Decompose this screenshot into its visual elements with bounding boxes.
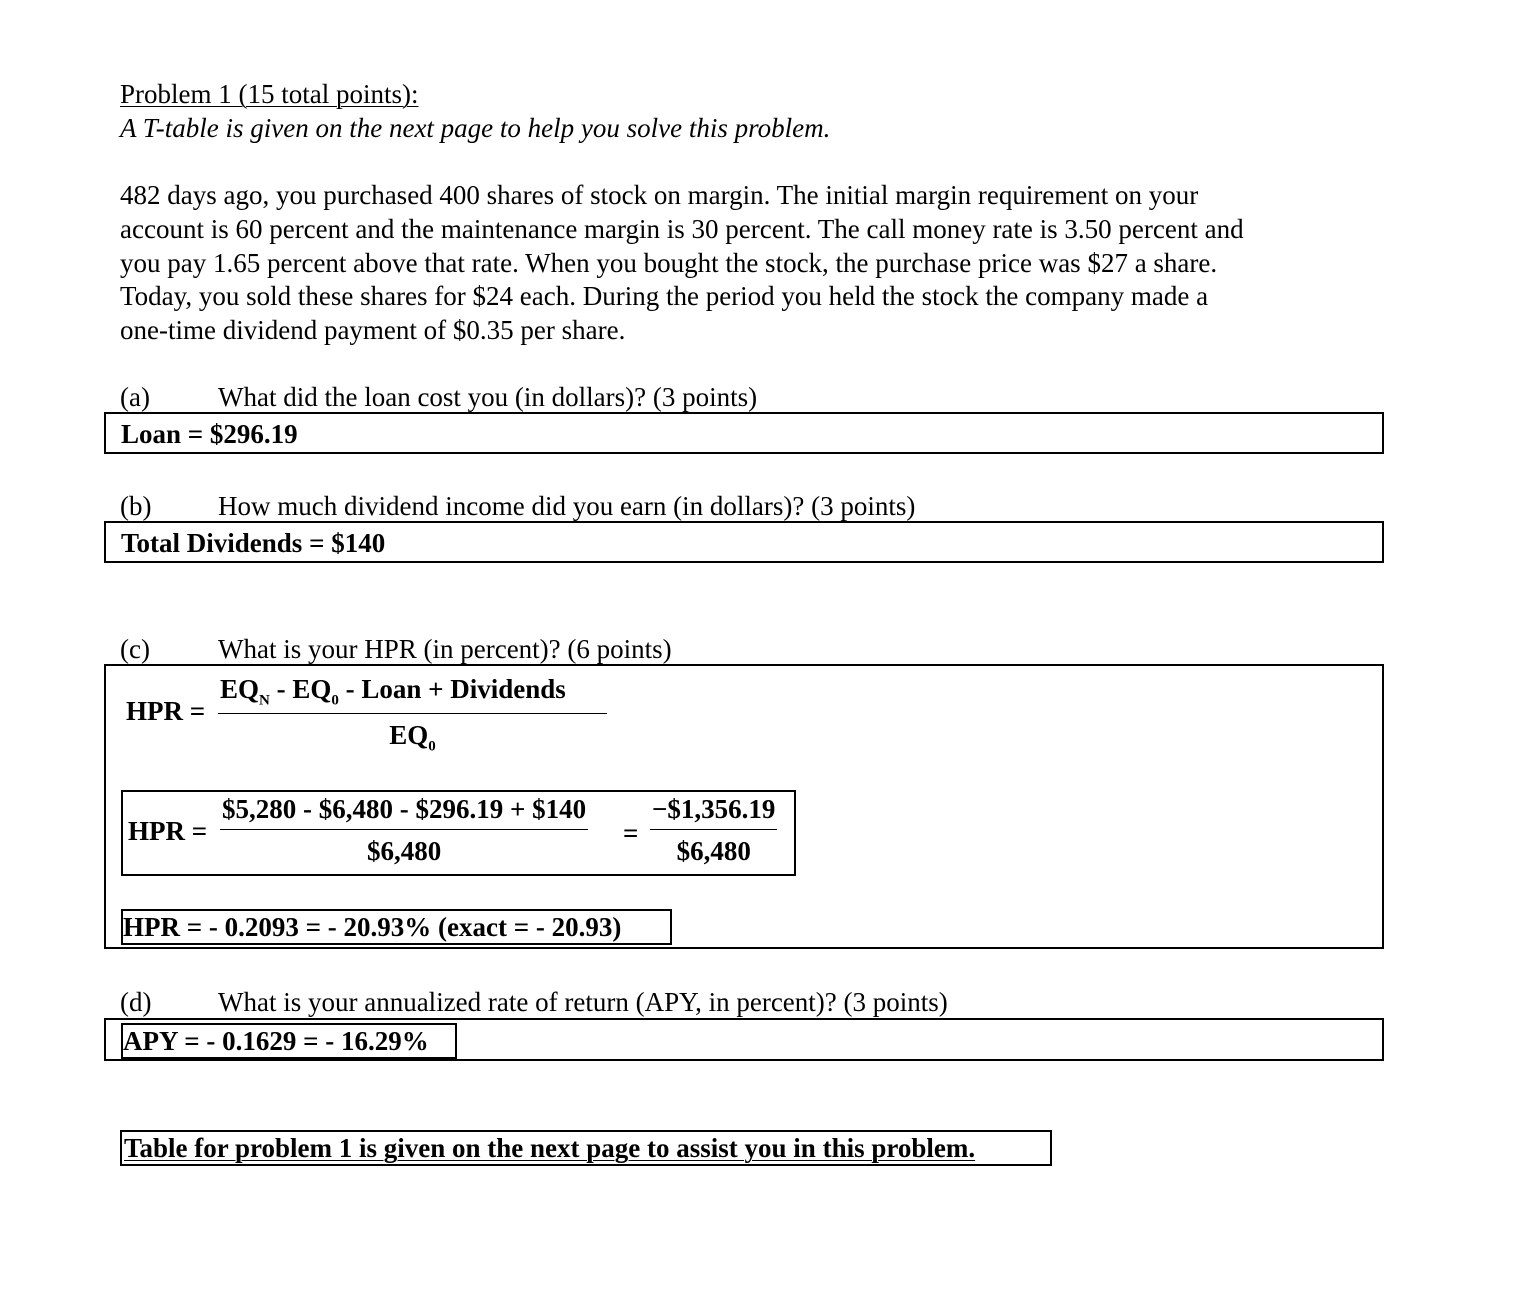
formula-sub: 0 [428, 738, 436, 755]
question-a [120, 383, 808, 414]
formula-term: - Loan + Dividends [338, 674, 566, 704]
hpr-calculation-box [121, 790, 796, 876]
hpr-result: HPR = - 0.2093 = - 20.93% (exact = - 20.93) [123, 912, 622, 942]
formula-sub: N [259, 692, 270, 709]
answer-box-b [104, 521, 1384, 563]
body-line: one-time dividend payment of $0.35 per share. [120, 315, 626, 345]
hpr-formula-fraction [218, 674, 607, 756]
apy-result-box [121, 1023, 457, 1059]
formula-lhs: HPR = [126, 696, 206, 726]
calc-fraction-1 [220, 794, 588, 867]
answer-text: APY = - 0.1629 = - 16.29% [123, 1026, 429, 1056]
answer-box-a [104, 412, 1384, 454]
hpr-result-box [121, 909, 672, 945]
body-line: 482 days ago, you purchased 400 shares of stock on margin. The initial margin requirement on your [120, 180, 1199, 210]
answer-text: Loan = $296.19 [121, 419, 298, 449]
footer-box [120, 1130, 1052, 1166]
question-label: (b) [120, 491, 152, 521]
answer-box-c [104, 664, 1384, 949]
question-label: (c) [120, 634, 150, 664]
question-b [120, 492, 980, 523]
body-line: you pay 1.65 percent above that rate. When you bought the stock, the purchase price was $27 a share. [120, 248, 1218, 278]
body-line: Today, you sold these shares for $24 each. During the period you held the stock the company made a [120, 281, 1209, 311]
question-text: What is your annualized rate of return (APY, in percent)? (3 points) [218, 987, 948, 1017]
calc-numerator: $5,280 - $6,480 - $296.19 + $140 [220, 794, 588, 830]
problem-title: Problem 1 (15 total points): [120, 79, 419, 109]
question-text: What did the loan cost you (in dollars)? (3 points) [218, 382, 758, 412]
calc-denominator: $6,480 [676, 836, 751, 866]
question-label: (a) [120, 382, 150, 412]
formula-den: EQ [389, 720, 429, 751]
footer-note: Table for problem 1 is given on the next page to assist you in this problem. [124, 1133, 976, 1163]
formula-term: - EQ [269, 674, 332, 704]
calc-numerator: −$1,356.19 [650, 794, 777, 830]
question-label: (d) [120, 987, 152, 1017]
question-c [120, 635, 710, 666]
answer-text: Total Dividends = $140 [121, 528, 386, 558]
calc-fraction-2 [650, 794, 777, 867]
formula-term: EQ [220, 674, 260, 704]
calc-equals: = [623, 818, 639, 848]
question-d [120, 988, 1020, 1019]
answer-box-d [104, 1018, 1384, 1061]
question-text: What is your HPR (in percent)? (6 points) [218, 634, 672, 664]
question-text: How much dividend income did you earn (in dollars)? (3 points) [218, 491, 916, 521]
calc-lhs: HPR = [128, 816, 208, 846]
formula-sub: 0 [331, 692, 339, 709]
body-line: account is 60 percent and the maintenance margin is 30 percent. The call money rate is 3.50 percent and [120, 214, 1244, 244]
problem-subtitle: A T-table is given on the next page to help you solve this problem. [120, 113, 831, 143]
calc-denominator: $6,480 [366, 836, 442, 866]
